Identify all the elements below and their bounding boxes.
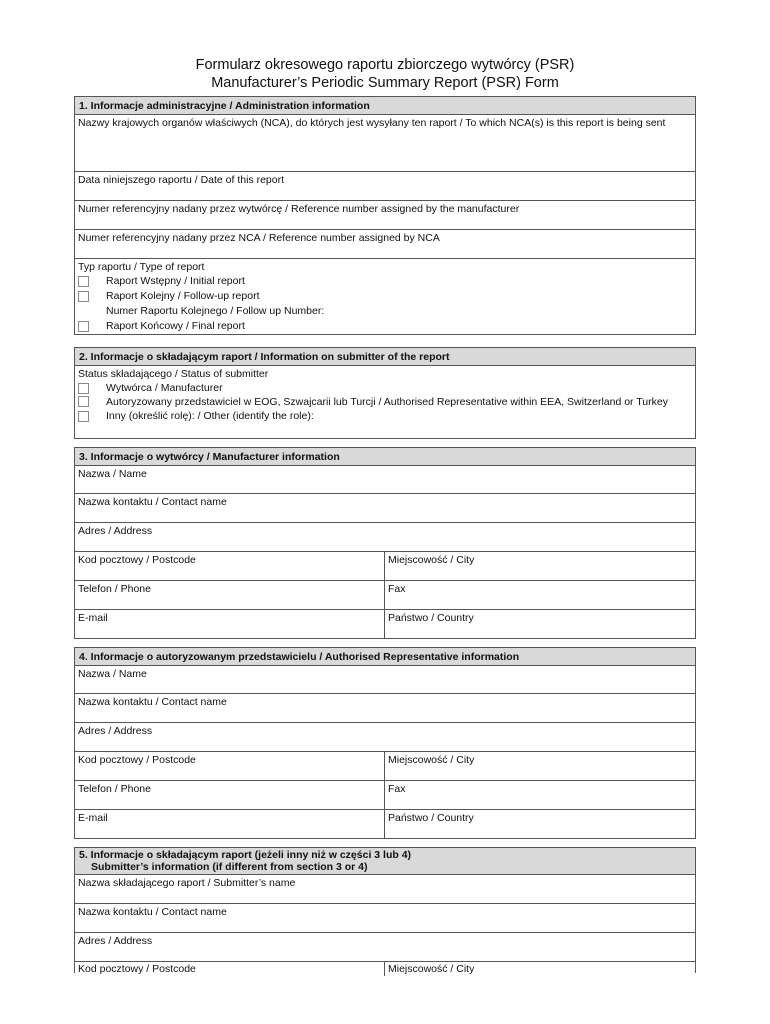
form-title-polish: Formularz okresowego raportu zbiorczego wytwórcy (PSR) [195,57,575,73]
section-5-heading [75,848,695,875]
follow-up-report-checkbox[interactable] [78,291,89,302]
manufacturer-phone-label: Telefon / Phone [78,583,151,595]
authorised-representative-option-label: Autoryzowany przedstawiciel w EOG, Szwajcarii lub Turcji / Authorised Representative within EEA, Switzerland or Turkey [106,396,668,408]
manufacturer-email-field[interactable] [75,610,385,638]
initial-report-checkbox[interactable] [78,276,89,287]
representative-fax-field[interactable] [385,781,695,809]
status-other[interactable] [78,409,692,424]
submitter-name-field[interactable] [75,875,695,904]
nca-reference-label: Numer referencyjny nadany przez NCA / Reference number assigned by NCA [78,232,440,244]
report-type-initial[interactable] [78,274,692,289]
submitter-address-field[interactable] [75,933,695,962]
status-manufacturer[interactable] [78,381,692,396]
section-submitter-status [74,347,696,439]
submitter-contact-label: Nazwa kontaktu / Contact name [78,906,227,918]
representative-address-field[interactable] [75,723,695,752]
submitter-status-group [75,366,695,438]
manufacturer-phone-fax-row [75,581,695,610]
representative-phone-fax-row [75,781,695,810]
manufacturer-fax-field[interactable] [385,581,695,609]
representative-city-label: Miejscowość / City [388,754,475,766]
manufacturer-address-field[interactable] [75,523,695,552]
representative-city-field[interactable] [385,752,695,780]
initial-report-label: Raport Wstępny / Initial report [106,275,245,287]
authorised-representative-checkbox[interactable] [78,396,89,407]
manufacturer-city-label: Miejscowość / City [388,554,475,566]
form-title-english: Manufacturer’s Periodic Summary Report (PSR) Form [211,75,559,91]
manufacturer-postcode-city-row [75,552,695,581]
submitter-city-label: Miejscowość / City [388,963,475,975]
nca-reference-field[interactable] [75,230,695,259]
section-4-heading: 4. Informacje o autoryzowanym przedstawicielu / Authorised Representative information [75,648,695,666]
section-5-heading-line2: Submitter’s information (if different from section 3 or 4) [91,861,368,873]
section-manufacturer [74,447,696,639]
submitter-contact-field[interactable] [75,904,695,933]
follow-up-report-label: Raport Kolejny / Follow-up report [106,290,260,302]
manufacturer-contact-field[interactable] [75,494,695,523]
manufacturer-fax-label: Fax [388,583,406,595]
submitter-status-label: Status składającego / Status of submitter [78,368,269,380]
submitter-address-label: Adres / Address [78,935,153,947]
status-authorised-representative[interactable] [78,396,692,409]
report-type-group [75,259,695,334]
section-2-heading: 2. Informacje o składającym raport / Information on submitter of the report [75,348,695,366]
manufacturer-country-field[interactable] [385,610,695,638]
section-3-heading: 3. Informacje o wytwórcy / Manufacturer information [75,448,695,466]
section-1-heading: 1. Informacje administracyjne / Administration information [75,97,695,115]
report-date-label: Data niniejszego raportu / Date of this report [78,174,285,186]
follow-up-number-field[interactable] [78,304,692,319]
representative-name-field[interactable] [75,666,695,694]
submitter-postcode-field[interactable] [75,962,385,976]
manufacturer-email-country-row [75,610,695,638]
manufacturer-option-label: Wytwórca / Manufacturer [106,382,223,394]
manufacturer-country-label: Państwo / Country [388,612,474,624]
manufacturer-name-label: Nazwa / Name [78,468,147,480]
section-administration [74,96,696,335]
manufacturer-postcode-field[interactable] [75,552,385,580]
representative-postcode-city-row [75,752,695,781]
manufacturer-city-field[interactable] [385,552,695,580]
final-report-checkbox[interactable] [78,321,89,332]
representative-phone-label: Telefon / Phone [78,783,151,795]
representative-country-field[interactable] [385,810,695,838]
report-type-final[interactable] [78,319,692,334]
representative-email-country-row [75,810,695,838]
representative-phone-field[interactable] [75,781,385,809]
section-authorised-representative [74,647,696,839]
other-role-option-label: Inny (określić rolę): / Other (identify the role): [106,410,314,422]
representative-address-label: Adres / Address [78,725,153,737]
manufacturer-postcode-label: Kod pocztowy / Postcode [78,554,196,566]
manufacturer-reference-field[interactable] [75,201,695,230]
report-type-label: Typ raportu / Type of report [78,261,205,273]
nca-label: Nazwy krajowych organów właściwych (NCA), do których jest wysyłany ten raport / To which NCA(s) is this report is being sent [78,117,666,129]
submitter-city-field[interactable] [385,962,695,976]
manufacturer-name-field[interactable] [75,466,695,494]
representative-country-label: Państwo / Country [388,812,474,824]
manufacturer-address-label: Adres / Address [78,525,153,537]
manufacturer-contact-label: Nazwa kontaktu / Contact name [78,496,227,508]
representative-fax-label: Fax [388,783,406,795]
submitter-postcode-city-row [75,962,695,976]
representative-name-label: Nazwa / Name [78,668,147,680]
follow-up-number-spacer [78,306,89,317]
representative-contact-label: Nazwa kontaktu / Contact name [78,696,227,708]
manufacturer-phone-field[interactable] [75,581,385,609]
manufacturer-email-label: E-mail [78,612,108,624]
representative-contact-field[interactable] [75,694,695,723]
report-type-follow-up[interactable] [78,289,692,304]
report-date-field[interactable] [75,172,695,201]
representative-email-field[interactable] [75,810,385,838]
section-5-heading-line1: 5. Informacje o składającym raport (jeżeli inny niż w części 3 lub 4) [79,849,412,861]
manufacturer-checkbox[interactable] [78,383,89,394]
representative-email-label: E-mail [78,812,108,824]
final-report-label: Raport Końcowy / Final report [106,320,245,332]
representative-postcode-label: Kod pocztowy / Postcode [78,754,196,766]
other-role-checkbox[interactable] [78,411,89,422]
representative-postcode-field[interactable] [75,752,385,780]
follow-up-number-label: Numer Raportu Kolejnego / Follow up Number: [106,305,325,317]
submitter-name-label: Nazwa składającego raport / Submitter’s name [78,877,296,889]
nca-field[interactable] [75,115,695,172]
section-submitter-information [74,847,696,973]
submitter-postcode-label: Kod pocztowy / Postcode [78,963,196,975]
manufacturer-reference-label: Numer referencyjny nadany przez wytwórcę / Reference number assigned by the manufacturer [78,203,520,215]
